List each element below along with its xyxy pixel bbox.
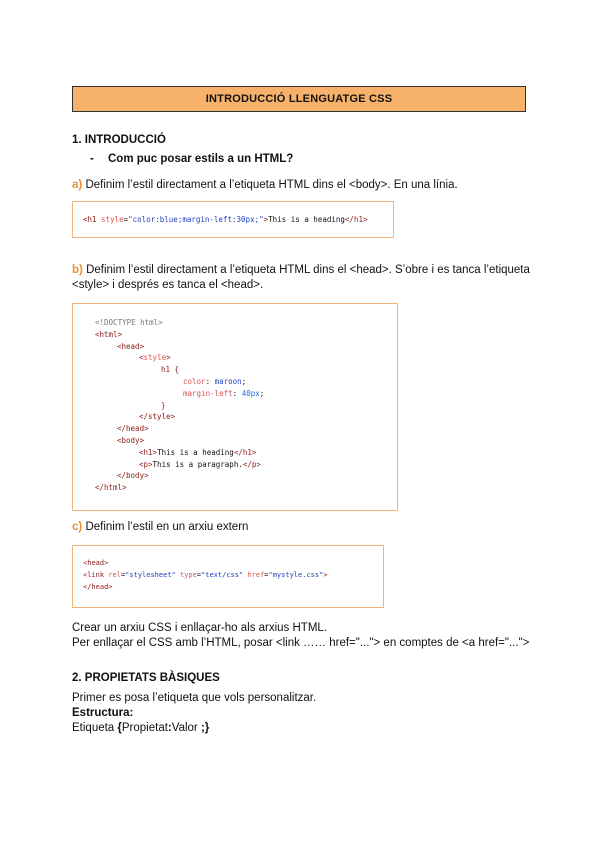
- after-text-1: Crear un arxiu CSS i enllaçar-ho als arxius HTML.: [72, 622, 328, 634]
- code-token: maroon: [214, 376, 242, 386]
- code-token: >: [166, 353, 171, 363]
- code-c-line-3: </head>: [83, 583, 113, 591]
- code-token: >: [263, 215, 269, 224]
- section2-line-1: Primer es posa l’etiqueta que vols personalitzar.: [72, 692, 317, 704]
- code-b-line-8: }: [161, 400, 166, 410]
- code-b-line-2: <html>: [95, 329, 123, 339]
- item-c-text: Definim l’estil en un arxiu extern: [85, 521, 249, 533]
- code-token: </h1>: [233, 447, 257, 457]
- item-a-label: a): [72, 179, 83, 191]
- code-token: </p>: [242, 459, 261, 469]
- code-token: "stylesheet": [125, 571, 176, 579]
- code-token: >: [323, 571, 328, 579]
- item-b-label: b): [72, 264, 83, 276]
- code-token: href: [247, 571, 265, 579]
- structure-part: Propietat: [121, 722, 168, 734]
- code-token: rel: [108, 571, 121, 579]
- code-token: style: [143, 353, 167, 363]
- code-b-line-5: h1 {: [161, 365, 180, 375]
- code-b-line-7: margin-left: 40px;: [183, 388, 265, 398]
- code-token: type: [179, 571, 197, 579]
- item-a-paragraph: [72, 179, 458, 191]
- code-token: <: [139, 353, 144, 363]
- document-title: INTRODUCCIÓ LLENGUATGE CSS: [72, 86, 526, 112]
- structure-part: Etiqueta: [72, 722, 118, 734]
- item-a-text: Definim l’estil directament a l’etiqueta HTML dins el <body>. En una línia.: [85, 179, 458, 191]
- structure-part: Valor: [171, 722, 201, 734]
- code-b-line-3: <head>: [117, 341, 145, 351]
- code-token: This is a heading: [157, 447, 234, 457]
- code-c-line-1: <head>: [83, 559, 109, 567]
- structure-part: ;}: [200, 722, 210, 734]
- code-c-line-2: <link rel="stylesheet" type="text/css" href="mystyle.css">: [83, 571, 328, 579]
- item-c-label: c): [72, 521, 83, 533]
- code-b-line-10: </head>: [117, 424, 149, 434]
- code-token: This is a heading: [268, 215, 345, 224]
- item-c-paragraph: [72, 521, 248, 533]
- code-token: margin-left: [183, 388, 233, 398]
- code-b-line-11: <body>: [117, 435, 145, 445]
- after-text-2: Per enllaçar el CSS amb l’HTML, posar <link …… href="..."> en comptes de <a href="...">: [72, 637, 530, 649]
- code-token: "text/css": [201, 571, 244, 579]
- section2-structure-example: [72, 722, 209, 734]
- item-b-text-2: <style> i després es tanca el <head>.: [72, 279, 264, 291]
- code-token: 40px: [241, 388, 260, 398]
- section2-heading: 2. PROPIETATS BÀSIQUES: [72, 672, 220, 684]
- item-b-paragraph-1: [72, 264, 530, 276]
- code-b-line-9: </style>: [139, 412, 176, 422]
- code-token: <p>: [139, 459, 153, 469]
- code-a-line: [83, 214, 393, 226]
- code-token: <h1: [83, 215, 102, 224]
- code-b-line-6: color: maroon;: [183, 376, 247, 386]
- bullet-mark: -: [90, 153, 94, 165]
- code-b-line-4: [95, 352, 397, 364]
- code-b-line-1: <!DOCTYPE html>: [95, 318, 163, 327]
- code-b-line-15: </html>: [95, 483, 127, 493]
- structure-part: :: [167, 722, 172, 734]
- code-b-line-14: </body>: [117, 471, 149, 481]
- code-token: color: [183, 376, 206, 386]
- code-b-line-12: [95, 447, 397, 459]
- code-token: </h1>: [344, 215, 368, 224]
- code-token: style: [101, 215, 124, 224]
- code-block-c: [72, 545, 384, 608]
- code-token: =: [123, 215, 129, 224]
- code-b-line-13: [95, 459, 397, 471]
- code-block-b: [72, 303, 398, 511]
- code-block-a: [72, 201, 394, 238]
- code-token: "color:blue;margin-left:30px;": [128, 215, 264, 224]
- code-token: <link: [83, 571, 109, 579]
- code-token: <h1>: [139, 447, 158, 457]
- structure-part: {: [117, 722, 122, 734]
- bullet-question: Com puc posar estils a un HTML?: [108, 153, 294, 165]
- code-token: "mystyle.css": [268, 571, 324, 579]
- section1-heading: 1. INTRODUCCIÓ: [72, 134, 166, 146]
- section2-structure-label: Estructura:: [72, 707, 134, 719]
- item-b-text-1: Definim l’estil directament a l’etiqueta HTML dins el <head>. S’obre i es tanca l’etiqueta: [86, 264, 530, 276]
- code-token: This is a paragraph.: [152, 459, 243, 469]
